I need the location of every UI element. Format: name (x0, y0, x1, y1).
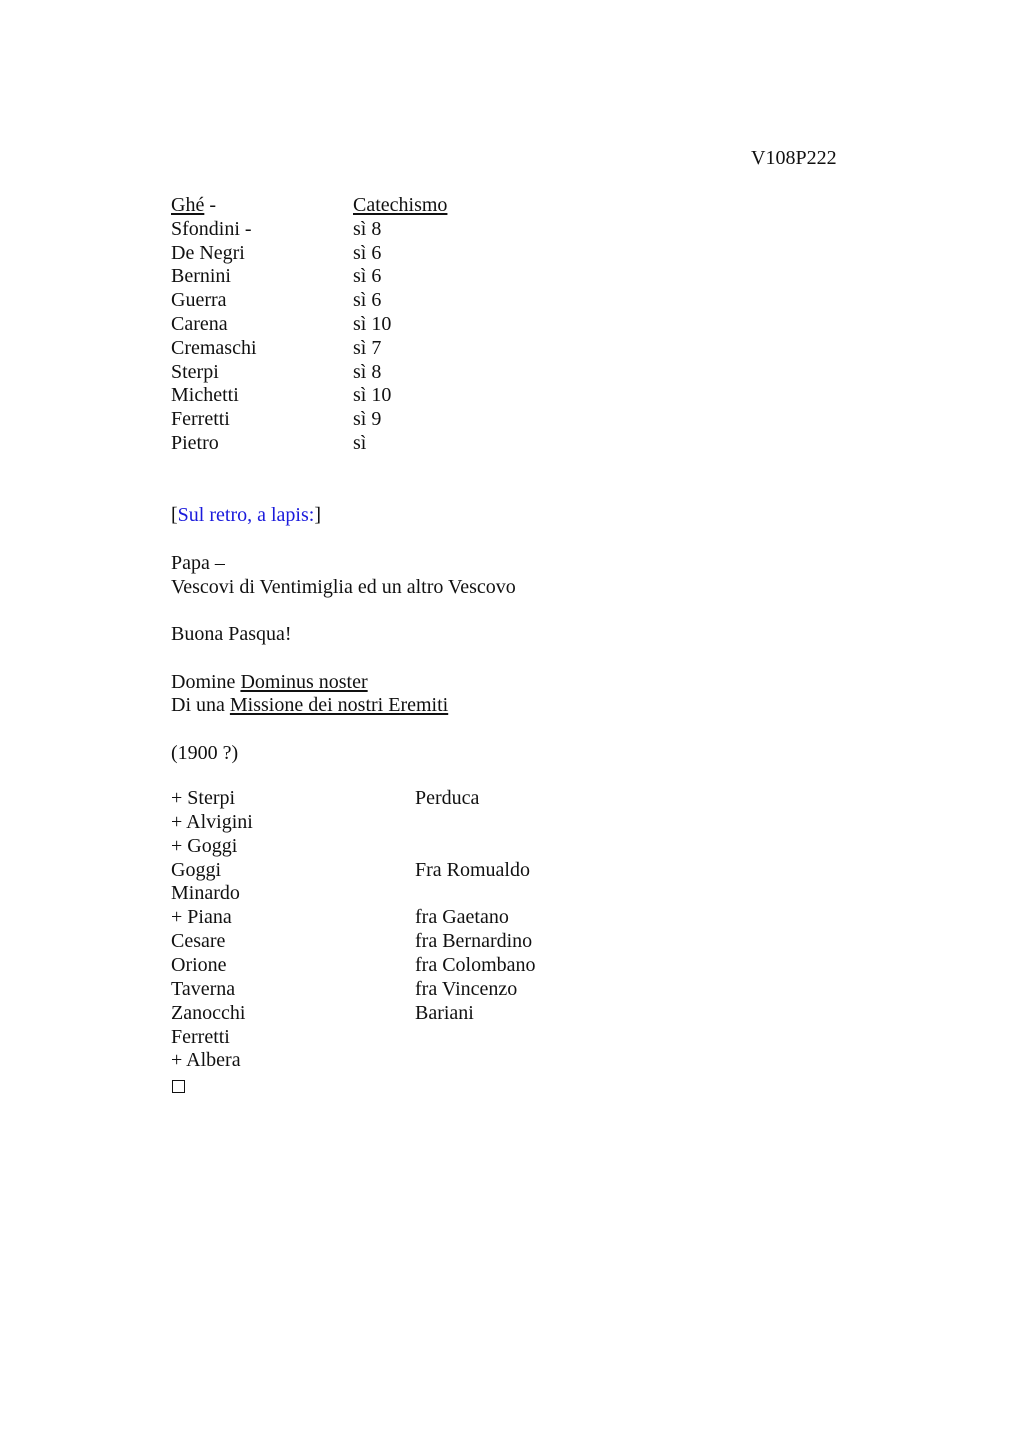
page-id: V108P222 (751, 147, 837, 169)
catechism-row (171, 384, 571, 408)
names-row-left: + Piana (171, 906, 232, 929)
names-row (171, 954, 591, 978)
papa-line: Papa – (171, 552, 225, 574)
catechism-row (171, 361, 571, 385)
names-row-left: + Goggi (171, 834, 238, 857)
catechism-row-value: sì 9 (353, 408, 382, 431)
catechism-row-name: Sterpi (171, 360, 219, 383)
names-row (171, 1002, 591, 1026)
names-table (171, 787, 591, 1077)
names-row-left: Taverna (171, 977, 236, 1000)
header-name: Ghé (171, 194, 205, 216)
catechism-table (171, 194, 571, 464)
names-row-left: + Albera (171, 1049, 241, 1072)
note-text: Sul retro, a lapis: (177, 504, 315, 526)
names-row (171, 787, 591, 811)
catechism-row (171, 289, 571, 313)
catechism-row-value: sì 6 (353, 289, 382, 312)
header-name-suffix: - (204, 194, 216, 216)
names-row-left: Minardo (171, 882, 240, 905)
names-row (171, 906, 591, 930)
catechism-row-name: Sfondini - (171, 217, 252, 240)
catechism-row-value: sì (353, 432, 367, 454)
header-value: Catechismo (353, 194, 448, 216)
names-row (171, 1049, 591, 1073)
catechism-row-name: Cremaschi (171, 336, 257, 359)
names-row-right: Perduca (415, 787, 480, 809)
pasqua-line: Buona Pasqua! (171, 623, 292, 645)
missione-underlined: Missione dei nostri Eremiti (229, 694, 449, 716)
names-row (171, 859, 591, 883)
catechism-row-value: sì 8 (353, 360, 382, 383)
names-row-right: fra Vincenzo (415, 977, 518, 1000)
catechism-row (171, 218, 571, 242)
note-open-bracket: [ (171, 504, 178, 526)
names-row (171, 882, 591, 906)
catechism-row-name: Pietro (171, 432, 219, 454)
note-close-bracket: ] (314, 504, 321, 526)
names-row-left: + Alvigini (171, 810, 253, 833)
catechism-row-value: sì 10 (353, 313, 392, 335)
catechism-row-name: Ferretti (171, 408, 230, 431)
names-row-left: Goggi (171, 858, 221, 881)
catechism-row (171, 313, 571, 337)
names-row-right: fra Colombano (415, 953, 536, 976)
names-row-right: fra Bernardino (415, 930, 533, 953)
names-row (171, 835, 591, 859)
catechism-row-name: Bernini (171, 265, 231, 288)
catechism-row-name: Michetti (171, 384, 239, 407)
missione-line (171, 693, 448, 717)
catechism-row-value: sì 6 (353, 241, 382, 264)
catechism-header (171, 194, 571, 218)
names-row-right: fra Gaetano (415, 906, 509, 929)
year-line: (1900 ?) (171, 742, 239, 764)
catechism-row-value: sì 7 (353, 336, 382, 359)
catechism-row (171, 337, 571, 361)
checkbox-glyph (172, 1073, 185, 1097)
missione-prefix: Di una (171, 694, 230, 716)
names-row-left: Ferretti (171, 1025, 230, 1048)
names-row-left: Orione (171, 953, 227, 976)
box-glyph (172, 1080, 185, 1093)
domine-prefix: Domine (171, 671, 241, 693)
vescovi-line: Vescovi di Ventimiglia ed un altro Vescovo (171, 576, 516, 598)
names-row-left: Cesare (171, 930, 226, 953)
names-row-left: + Sterpi (171, 787, 236, 809)
names-row-left: Zanocchi (171, 1001, 246, 1024)
domine-line (171, 670, 368, 694)
catechism-row-name: Guerra (171, 289, 227, 312)
catechism-row (171, 408, 571, 432)
names-row-right: Bariani (415, 1001, 474, 1024)
names-row (171, 811, 591, 835)
catechism-row (171, 265, 571, 289)
names-row (171, 1026, 591, 1050)
catechism-row (171, 242, 571, 266)
catechism-row-value: sì 6 (353, 265, 382, 288)
catechism-row-value: sì 10 (353, 384, 392, 407)
catechism-row-name: Carena (171, 313, 228, 335)
note-line (171, 503, 321, 527)
names-row (171, 978, 591, 1002)
catechism-row-value: sì 8 (353, 217, 382, 240)
names-row (171, 930, 591, 954)
catechism-row-name: De Negri (171, 241, 245, 264)
catechism-row (171, 432, 571, 456)
names-row-right: Fra Romualdo (415, 858, 530, 881)
domine-underlined: Dominus noster (240, 671, 368, 693)
